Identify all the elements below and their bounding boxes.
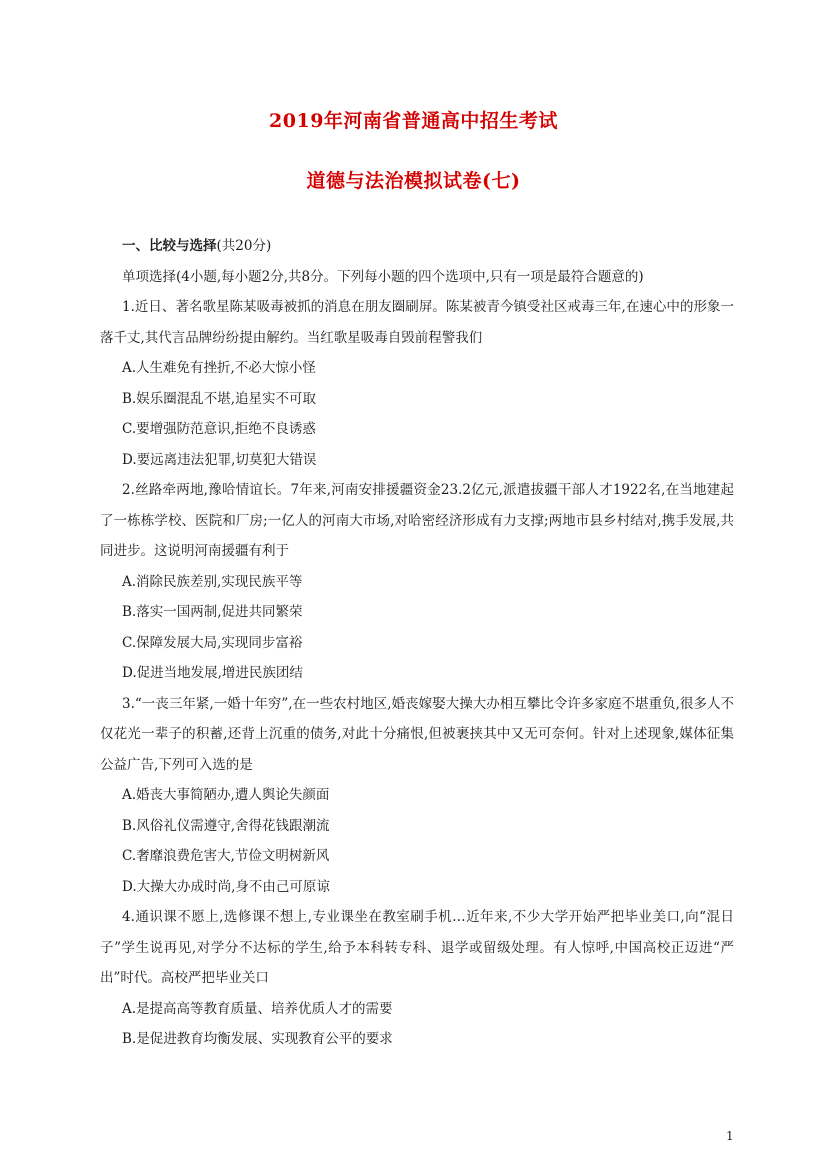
question-3-option-c: C.奢靡浪费危害大,节俭文明树新风 [122, 848, 330, 864]
question-1-option-a: A.人生难免有挫折,不必大惊小怪 [122, 360, 316, 376]
question-2-option-d: D.促进当地发展,增进民族团结 [122, 665, 303, 681]
question-1-option-d: D.要远离违法犯罪,切莫犯大错误 [122, 451, 317, 468]
question-2-option-c: C.保障发展大局,实现同步富裕 [122, 634, 303, 651]
page-title: 2019年河南省普通高中招生考试 [269, 110, 558, 132]
question-2-option-a: A.消除民族差别,实现民族平等 [122, 573, 303, 590]
section-instruction: 单项选择(4小题,每小题2分,共8分。下列每小题的四个选项中,只有一项是最符合题意的) [122, 268, 644, 285]
question-4-option-a: A.是提高高等教育质量、培养优质人才的需要 [122, 1000, 393, 1017]
section-heading-score: (共20分) [216, 238, 272, 254]
question-3-stem: 3.“一丧三年紧,一婚十年穷”,在一些农村地区,婚丧嫁娶大操大办相互攀比令许多家庭不堪重负,很多人不仅花光一辈子的积蓄,还背上沉重的债务,对此十分痛恨,但被裹挟其中又无可奈何。针对上述现象,媒体征集公益广告,下列可入选的是 [100, 695, 734, 773]
page-number: 1 [726, 1129, 734, 1143]
document-body [100, 231, 734, 1055]
question-3-option-b: B.风俗礼仪需遵守,舍得花钱跟潮流 [122, 817, 330, 834]
page-subtitle: 道德与法治模拟试卷(七) [306, 170, 521, 192]
section-heading-label: 一、比较与选择 [122, 238, 217, 254]
question-3-option-a: A.婚丧大事简陋办,遭人舆论失颜面 [122, 787, 330, 803]
question-1-option-b: B.娱乐圈混乱不堪,追星实不可取 [122, 390, 317, 407]
question-4-stem: 4.通识课不愿上,选修课不想上,专业课坐在教室刷手机…近年来,不少大学开始严把毕业美口,向“混日子”学生说再见,对学分不达标的学生,给予本科转专科、退学或留级处理。有人惊呼,中国高校正迈进“严出”时代。高校严把毕业关口 [100, 909, 734, 986]
question-1-stem: 1.近日、著名歌星陈某吸毒被抓的消息在朋友圈刷屏。陈某被青今镇受社区戒毒三年,在速心中的形象一落千丈,其代言品牌纷纷提由解约。当红歌星吸毒自毁前程警我们 [100, 299, 734, 346]
question-3-option-d: D.大操大办成时尚,身不由己可原谅 [122, 878, 330, 895]
section-heading [100, 231, 734, 262]
question-1-option-c: C.要增强防范意识,拒绝不良诱惑 [122, 421, 316, 437]
question-2-stem: 2.丝路牵两地,豫哈情谊长。7年来,河南安排援疆资金23.2亿元,派遣拔疆干部人才1922名,在当地建起了一栋栋学校、医院和厂房;一亿人的河南大市场,对哈密经济形成有力支撑;两地市县乡村结对,携手发展,共同进步。这说明河南援疆有利于 [100, 482, 734, 559]
question-4-option-b: B.是促进教育均衡发展、实现教育公平的要求 [122, 1031, 393, 1047]
question-2-option-b: B.落实一国两制,促进共同繁荣 [122, 604, 303, 620]
